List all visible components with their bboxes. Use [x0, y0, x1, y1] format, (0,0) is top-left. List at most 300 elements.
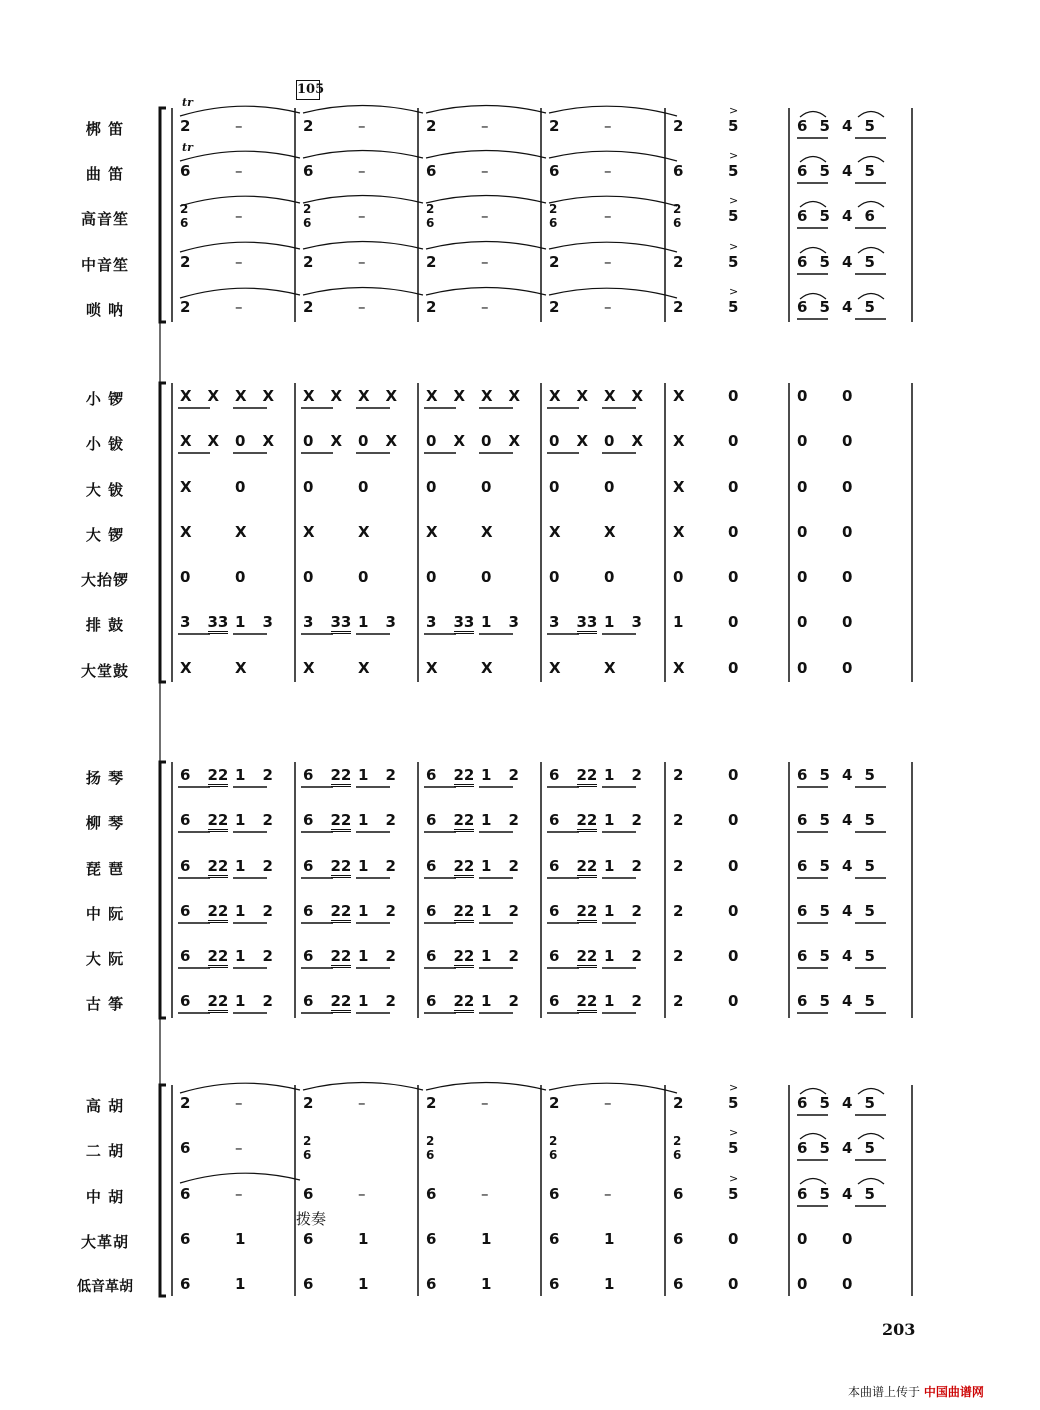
- note-token: X: [180, 432, 192, 450]
- note-token: 6: [303, 162, 314, 180]
- note-token: 0: [303, 478, 314, 496]
- note-token: 0: [842, 659, 853, 677]
- note-token: 2: [549, 117, 560, 135]
- note-token: 6: [549, 1185, 560, 1203]
- measure-notes: [797, 299, 887, 319]
- note-token: 5: [819, 298, 830, 316]
- note-token: X: [576, 432, 589, 450]
- note-token: X: [604, 523, 616, 541]
- note-token: 4: [842, 857, 853, 875]
- note-token: 6: [797, 162, 808, 180]
- note-token: 0: [797, 523, 808, 541]
- instrument-label: 中音笙: [80, 256, 129, 274]
- note-token: 5: [864, 253, 875, 271]
- note-token: 2: [673, 253, 684, 271]
- note-token: X: [235, 659, 247, 677]
- measure-notes: [303, 569, 413, 589]
- measure-notes: [673, 388, 783, 408]
- note-token: X: [180, 387, 192, 405]
- note-token: 2: [262, 902, 273, 920]
- note-token: 3: [631, 613, 642, 631]
- note-token: 6: [797, 1139, 808, 1157]
- measure-notes: [797, 903, 887, 923]
- note-token: X: [180, 523, 192, 541]
- note-token: 6: [797, 298, 808, 316]
- note-token: 1: [481, 1275, 492, 1293]
- note-token: 0: [358, 568, 369, 586]
- measure-notes: [426, 767, 536, 787]
- note-token: –: [481, 162, 489, 180]
- note-token: 0: [426, 432, 437, 450]
- note-token: 5: [864, 1185, 875, 1203]
- note-token: X: [631, 387, 644, 405]
- measure-notes: [426, 254, 536, 274]
- measure-notes: [673, 433, 783, 453]
- note-token: 6: [303, 1185, 314, 1203]
- measure-notes: [549, 118, 659, 138]
- note-token: 5: [864, 992, 875, 1010]
- measure-notes: [303, 767, 413, 787]
- note-token: X: [385, 432, 398, 450]
- instrument-label: 中 阮: [85, 905, 125, 923]
- measure-notes: 2 6 –: [180, 202, 243, 230]
- note-token: 3: [508, 613, 519, 631]
- note-token: 1: [604, 857, 615, 875]
- note-token: –: [481, 207, 489, 225]
- note-token: 0: [728, 659, 739, 677]
- note-token: 1: [481, 766, 492, 784]
- note-token: 6: [797, 1094, 808, 1112]
- note-token: 2: [673, 902, 684, 920]
- measure-notes: [180, 767, 290, 787]
- note-token: 6: [797, 811, 808, 829]
- measure-notes: 2 6: [426, 1134, 435, 1162]
- note-token: 2: [262, 857, 273, 875]
- measure-notes: [797, 1140, 887, 1160]
- note-token: X: [426, 659, 438, 677]
- note-token: 0: [842, 1230, 853, 1248]
- note-token: 6: [180, 162, 191, 180]
- note-token: 5 >: [728, 240, 739, 271]
- note-token: 5 >: [728, 285, 739, 316]
- measure-notes: [426, 812, 536, 832]
- note-token: 6: [549, 947, 560, 965]
- pizzicato-direction: 拨奏: [296, 1210, 327, 1228]
- instrument-label: 琵 琶: [85, 860, 125, 878]
- note-token: 5 >: [728, 149, 739, 180]
- note-token: 0: [728, 387, 739, 405]
- note-token: 2: [631, 902, 642, 920]
- note-token: –: [481, 298, 489, 316]
- note-token: 2: [385, 857, 396, 875]
- note-token: 1: [235, 857, 246, 875]
- note-token: 2: [631, 992, 642, 1010]
- instrument-label: 唢 呐: [85, 301, 125, 319]
- note-token: 1: [358, 992, 369, 1010]
- note-token: 33: [577, 614, 598, 634]
- note-token: X: [508, 387, 521, 405]
- note-token: 0: [358, 432, 369, 450]
- instrument-label: 古 筝: [85, 995, 125, 1013]
- measure-notes: [673, 993, 783, 1013]
- note-token: 6: [180, 1230, 191, 1248]
- trill-mark: tr: [182, 96, 193, 109]
- note-token: 6: [180, 1185, 191, 1203]
- note-token: 22: [577, 993, 598, 1013]
- note-token: X: [180, 659, 192, 677]
- note-token: X: [549, 523, 561, 541]
- note-token: X: [262, 432, 275, 450]
- note-token: –: [235, 1139, 243, 1157]
- note-token: 4: [842, 902, 853, 920]
- note-token: 2: [180, 1094, 191, 1112]
- note-token: 6: [426, 766, 437, 784]
- measure-notes: [673, 660, 783, 680]
- note-token: 0: [481, 478, 492, 496]
- note-token: 22: [331, 903, 352, 923]
- note-token: 4: [842, 992, 853, 1010]
- page-number: 203: [882, 1320, 916, 1339]
- measure-notes: [549, 993, 659, 1013]
- note-token: 6: [549, 902, 560, 920]
- note-token: 0: [728, 1230, 739, 1248]
- note-token: 6: [797, 766, 808, 784]
- note-token: X: [235, 387, 247, 405]
- instrument-label: 中 胡: [85, 1188, 125, 1206]
- measure-notes: [549, 299, 659, 319]
- note-token: 22: [331, 767, 352, 787]
- note-token: X: [262, 387, 275, 405]
- measure-notes: [549, 767, 659, 787]
- note-token: 1: [235, 811, 246, 829]
- note-token: –: [235, 207, 243, 225]
- note-token: 22: [577, 948, 598, 968]
- measure-notes: [673, 614, 783, 634]
- note-token: –: [358, 117, 366, 135]
- measure-notes: [549, 254, 659, 274]
- accent-mark: >: [729, 1081, 739, 1094]
- note-token: X: [303, 523, 315, 541]
- note-token: 5: [819, 162, 830, 180]
- note-token: 6: [797, 902, 808, 920]
- note-token: 0: [797, 1275, 808, 1293]
- measure-notes: [303, 858, 413, 878]
- note-token: 6: [549, 857, 560, 875]
- note-token: 0: [426, 478, 437, 496]
- measure-notes: [426, 118, 536, 138]
- note-token: X: [631, 432, 644, 450]
- measure-notes: [549, 1231, 659, 1251]
- note-token: 4: [842, 811, 853, 829]
- measure-notes: [549, 388, 659, 408]
- note-token: 0: [235, 478, 246, 496]
- note-token: –: [235, 1185, 243, 1203]
- measure-notes: [549, 569, 659, 589]
- measure-notes: [303, 903, 413, 923]
- note-token: 2: [673, 1094, 684, 1112]
- measure-notes: [673, 903, 783, 923]
- note-token: 5: [819, 947, 830, 965]
- note-token: –: [481, 253, 489, 271]
- measure-notes: [180, 569, 290, 589]
- measure-notes: [797, 388, 887, 408]
- note-token: 2: [385, 811, 396, 829]
- note-token: 1: [604, 902, 615, 920]
- note-token: 22: [331, 858, 352, 878]
- note-token: 2: [180, 253, 191, 271]
- note-token: 33: [208, 614, 229, 634]
- accent-mark: >: [729, 285, 739, 298]
- note-token: 3: [303, 613, 314, 631]
- note-token: 2: [631, 766, 642, 784]
- note-token: –: [235, 298, 243, 316]
- note-token: 6: [180, 811, 191, 829]
- note-token: 0: [728, 478, 739, 496]
- note-token: 6: [549, 1275, 560, 1293]
- note-token: 1: [358, 811, 369, 829]
- note-token: 1: [235, 766, 246, 784]
- note-token: 2: [673, 766, 684, 784]
- measure-notes: [426, 858, 536, 878]
- measure-notes: [303, 1095, 413, 1115]
- measure-notes: [426, 660, 536, 680]
- note-token: 6: [180, 947, 191, 965]
- note-token: 6: [180, 992, 191, 1010]
- note-token: 6: [180, 1275, 191, 1293]
- note-token: X: [358, 659, 370, 677]
- note-token: –: [481, 1094, 489, 1112]
- note-token: X: [604, 659, 616, 677]
- note-token: 2: [385, 766, 396, 784]
- measure-notes: [673, 948, 783, 968]
- note-token: 4: [842, 766, 853, 784]
- measure-notes: [797, 993, 887, 1013]
- measure-notes: [797, 1231, 887, 1251]
- note-token: 2: [508, 811, 519, 829]
- measure-notes: [797, 1186, 887, 1206]
- note-token: X: [330, 387, 343, 405]
- note-token: 1: [604, 613, 615, 631]
- note-token: 5: [819, 766, 830, 784]
- note-token: 5: [864, 298, 875, 316]
- instrument-label: 小 锣: [85, 390, 125, 408]
- note-token: 2: [303, 253, 314, 271]
- measure-notes: [426, 299, 536, 319]
- note-token: 0: [797, 1230, 808, 1248]
- measure-notes: [673, 240, 783, 274]
- measure-notes: [549, 948, 659, 968]
- measure-notes: [549, 1276, 659, 1296]
- note-token: 5: [864, 857, 875, 875]
- note-token: X: [576, 387, 589, 405]
- note-token: 6: [303, 857, 314, 875]
- note-token: –: [604, 162, 612, 180]
- measure-notes: [673, 524, 783, 544]
- measure-notes: [549, 858, 659, 878]
- note-token: 22: [454, 993, 475, 1013]
- note-token: –: [604, 298, 612, 316]
- note-token: –: [235, 1094, 243, 1112]
- footer-site: 中国曲谱网: [923, 1385, 984, 1399]
- note-token: X: [673, 659, 685, 677]
- note-token: 4: [842, 1185, 853, 1203]
- note-token: 1: [481, 857, 492, 875]
- note-token: 0: [842, 613, 853, 631]
- footer-credit: [848, 1383, 984, 1400]
- note-token: –: [481, 1185, 489, 1203]
- note-token: 1: [358, 766, 369, 784]
- note-token: 2: [631, 947, 642, 965]
- note-token: 5: [819, 902, 830, 920]
- note-token: 22: [208, 948, 229, 968]
- measure-notes: [426, 903, 536, 923]
- measure-notes: [180, 388, 290, 408]
- note-token: X: [453, 432, 466, 450]
- note-token: 0: [842, 387, 853, 405]
- note-token: 2: [631, 811, 642, 829]
- note-token: X: [673, 523, 685, 541]
- note-token: 0: [728, 613, 739, 631]
- measure-notes: [797, 812, 887, 832]
- measure-notes: [797, 118, 887, 138]
- note-token: 0: [426, 568, 437, 586]
- note-token: X: [330, 432, 343, 450]
- note-token: 3: [426, 613, 437, 631]
- note-token: 5: [819, 1185, 830, 1203]
- note-token: 0: [842, 568, 853, 586]
- note-token: 0: [728, 811, 739, 829]
- instrument-label: 扬 琴: [85, 769, 125, 787]
- measure-notes: [180, 614, 290, 634]
- note-token: 5: [864, 811, 875, 829]
- note-token: 0: [235, 432, 246, 450]
- measure-notes: [303, 388, 413, 408]
- note-token: 6: [673, 162, 684, 180]
- measure-notes: [797, 1095, 887, 1115]
- accent-mark: >: [729, 104, 739, 117]
- measure-notes: [797, 1276, 887, 1296]
- note-token: 0: [842, 523, 853, 541]
- note-token: 5: [864, 1094, 875, 1112]
- measure-notes: [180, 479, 290, 499]
- note-token: 22: [208, 812, 229, 832]
- measure-notes: [303, 1231, 413, 1251]
- note-token: 6: [303, 1275, 314, 1293]
- measure-notes: [180, 858, 290, 878]
- note-token: –: [604, 1185, 612, 1203]
- note-token: 3: [549, 613, 560, 631]
- measure-notes: [673, 569, 783, 589]
- measure-notes: [673, 1276, 783, 1296]
- note-token: 6: [303, 902, 314, 920]
- note-token: 2: [673, 857, 684, 875]
- measure-notes: 2 6 5 >: [673, 1126, 739, 1162]
- note-token: X: [481, 659, 493, 677]
- note-token: 0: [358, 478, 369, 496]
- note-token: 3: [385, 613, 396, 631]
- note-token: 6: [549, 766, 560, 784]
- note-token: 6: [673, 1275, 684, 1293]
- note-token: 5: [819, 992, 830, 1010]
- measure-notes: [180, 163, 290, 183]
- measure-notes: [180, 993, 290, 1013]
- note-token: 3: [262, 613, 273, 631]
- note-token: 6: [426, 811, 437, 829]
- note-token: X: [673, 387, 685, 405]
- note-token: 3: [180, 613, 191, 631]
- note-token: 6: [673, 1230, 684, 1248]
- note-token: 22: [208, 767, 229, 787]
- note-token: 2: [673, 117, 684, 135]
- accent-mark: >: [729, 240, 739, 253]
- note-token: 4: [842, 162, 853, 180]
- measure-notes: [673, 858, 783, 878]
- note-token: 6: [797, 253, 808, 271]
- measure-notes: [426, 1276, 536, 1296]
- note-token: 6: [180, 857, 191, 875]
- note-token: 0: [728, 1275, 739, 1293]
- note-token: 2: [262, 947, 273, 965]
- note-token: 5 >: [728, 194, 739, 225]
- note-token: 6: [303, 992, 314, 1010]
- note-token: 2: [426, 1094, 437, 1112]
- note-token: 0: [673, 568, 684, 586]
- measure-notes: [549, 1186, 659, 1206]
- note-token: –: [604, 253, 612, 271]
- measure-notes: [303, 660, 413, 680]
- measure-notes: [797, 767, 887, 787]
- note-token: X: [481, 523, 493, 541]
- note-token: 2: [673, 298, 684, 316]
- note-token: 0: [728, 857, 739, 875]
- note-token: 0: [728, 992, 739, 1010]
- note-token: 0: [549, 568, 560, 586]
- note-token: 2: [508, 947, 519, 965]
- note-token: 2: [426, 117, 437, 135]
- note-token: 0: [303, 568, 314, 586]
- note-token: 6: [797, 117, 808, 135]
- note-token: 6: [426, 857, 437, 875]
- measure-notes: [303, 812, 413, 832]
- note-token: 2: [631, 857, 642, 875]
- instrument-label: 大抬锣: [80, 571, 129, 589]
- note-token: 6: [673, 1185, 684, 1203]
- note-token: X: [549, 387, 561, 405]
- measure-notes: [673, 285, 783, 319]
- note-token: 22: [208, 903, 229, 923]
- note-token: 6: [303, 947, 314, 965]
- note-token: 1: [604, 1230, 615, 1248]
- rehearsal-mark: 105: [296, 80, 320, 100]
- note-token: 2: [303, 298, 314, 316]
- note-token: 2: [180, 117, 191, 135]
- note-token: 1: [235, 947, 246, 965]
- note-token: 0: [604, 478, 615, 496]
- measure-notes: [180, 903, 290, 923]
- note-token: 4: [842, 947, 853, 965]
- instrument-label: 高 胡: [85, 1097, 125, 1115]
- note-token: X: [235, 523, 247, 541]
- note-token: 0: [549, 478, 560, 496]
- note-token: 1: [235, 902, 246, 920]
- note-token: 6: [549, 162, 560, 180]
- accent-mark: >: [729, 194, 739, 207]
- note-token: 22: [208, 993, 229, 1013]
- note-token: 22: [454, 858, 475, 878]
- measure-notes: [549, 433, 659, 453]
- note-token: –: [358, 1185, 366, 1203]
- note-token: 2: [508, 766, 519, 784]
